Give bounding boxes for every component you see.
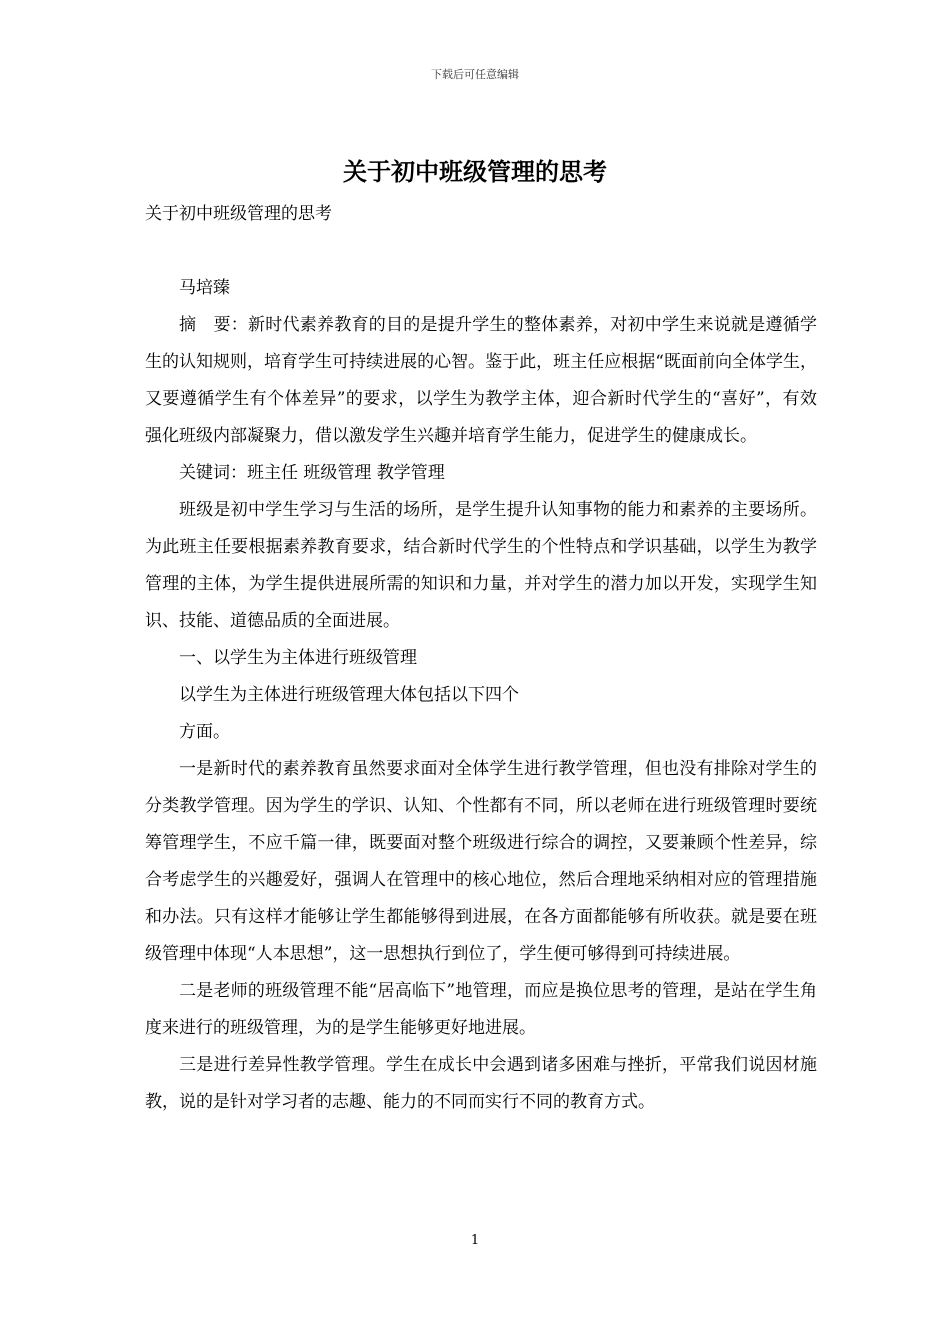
abstract-paragraph: 摘 要：新时代素养教育的目的是提升学生的整体素养，对初中学生来说就是遵循学生的认知规则，培育学生可持续进展的心智。鉴于此，班主任应根据“既面前向全体学生，又要遵循学生有个体差异”的要求，以学生为教学主体，迎合新时代学生的“喜好”，有效强化班级内部凝聚力，借以激发学生兴趣并培育学生能力，促进学生的健康成长。 (145, 315, 817, 446)
point-three-paragraph: 三是进行差异性教学管理。学生在成长中会遇到诸多困难与挫折，平常我们说因材施教，说的是针对学习者的志趣、能力的不同而实行不同的教育方式。 (145, 1055, 817, 1112)
document-title: 关于初中班级管理的思考 (343, 157, 607, 186)
section-lead: 以学生为主体进行班级管理大体包括以下四个 (179, 685, 519, 705)
blank-line (145, 233, 817, 270)
page-number: 1 (470, 1233, 480, 1248)
author-line: 马培臻 (179, 278, 230, 298)
intro-paragraph: 班级是初中学生学习与生活的场所，是学生提升认知事物的能力和素养的主要场所。为此班主任要根据素养教育要求，结合新时代学生的个性特点和学识基础，以学生为教学管理的主体，为学生提供进展所需的知识和力量，并对学生的潜力加以开发，实现学生知识、技能、道德品质的全面进展。 (145, 500, 817, 631)
document-body (145, 196, 817, 1121)
point-two-paragraph: 二是老师的班级管理不能“居高临下”地管理，而应是换位思考的管理，是站在学生角度来进行的班级管理，为的是学生能够更好地进展。 (145, 981, 817, 1038)
section-lead-continuation: 方面。 (179, 722, 230, 742)
point-one-paragraph: 一是新时代的素养教育虽然要求面对全体学生进行教学管理，但也没有排除对学生的分类教学管理。因为学生的学识、认知、个性都有不同，所以老师在进行班级管理时要统筹管理学生，不应千篇一律，既要面对整个班级进行综合的调控，又要兼顾个性差异，综合考虑学生的兴趣爱好，强调人在管理中的核心地位，然后合理地采纳相对应的管理措施和办法。只有这样才能够让学生都能够得到进展，在各方面都能够有所收获。就是要在班级管理中体现“人本思想”，这一思想执行到位了，学生便可够得到可持续进展。 (145, 759, 817, 964)
section-heading: 一、以学生为主体进行班级管理 (179, 648, 417, 668)
subtitle-line: 关于初中班级管理的思考 (145, 204, 332, 224)
header-note: 下载后可任意编辑 (431, 68, 519, 81)
keywords-line: 关键词：班主任 班级管理 教学管理 (179, 463, 445, 483)
